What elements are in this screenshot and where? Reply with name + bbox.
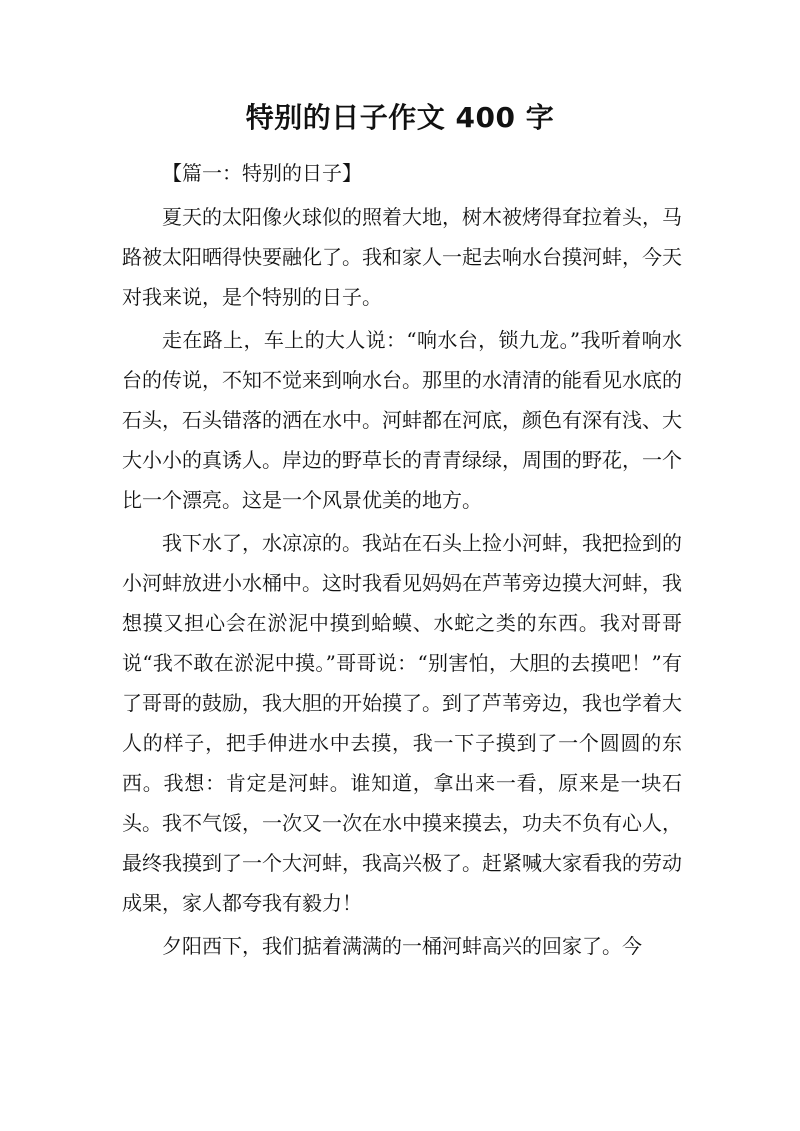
paragraph-2: 走在路上，车上的大人说：“响水台，锁九龙。”我听着响水台的传说，不知不觉来到响水台。那里的水清清的能看见水底的石头，石头错落的洒在水中。河蚌都在河底，颜色有深有浅、大大小小的真诱人。岸边的野草长的青青绿绿，周围的野花，一个比一个漂亮。这是一个风景优美的地方。: [122, 328, 682, 512]
paragraph-3: 我下水了，水凉凉的。我站在石头上捡小河蚌，我把捡到的小河蚌放进小水桶中。这时我看见妈妈在芦苇旁边摸大河蚌，我想摸又担心会在淤泥中摸到蛤蟆、水蛇之类的东西。我对哥哥说“我不敢在淤泥中摸。”哥哥说：“别害怕，大胆的去摸吧！”有了哥哥的鼓励，我大胆的开始摸了。到了芦苇旁边，我也学着大人的样子，把手伸进水中去摸，我一下子摸到了一个圆圆的东西。我想：肯定是河蚌。谁知道，拿出来一看，原来是一块石头。我不气馁，一次又一次在水中摸来摸去，功夫不负有心人，最终我摸到了一个大河蚌，我高兴极了。赶紧喊大家看我的劳动成果，家人都夸我有毅力！: [122, 531, 682, 915]
paragraph-4: 夕阳西下，我们掂着满满的一桶河蚌高兴的回家了。今: [162, 934, 642, 958]
paragraph-1: 夏天的太阳像火球似的照着大地，树木被烤得耷拉着头，马路被太阳晒得快要融化了。我和家人一起去响水台摸河蚌，今天对我来说，是个特别的日子。: [122, 205, 682, 309]
section-heading: 【篇一：特别的日子】: [162, 161, 362, 185]
document-body: [122, 153, 682, 966]
document-title: 特别的日子作文 400 字: [245, 101, 555, 134]
